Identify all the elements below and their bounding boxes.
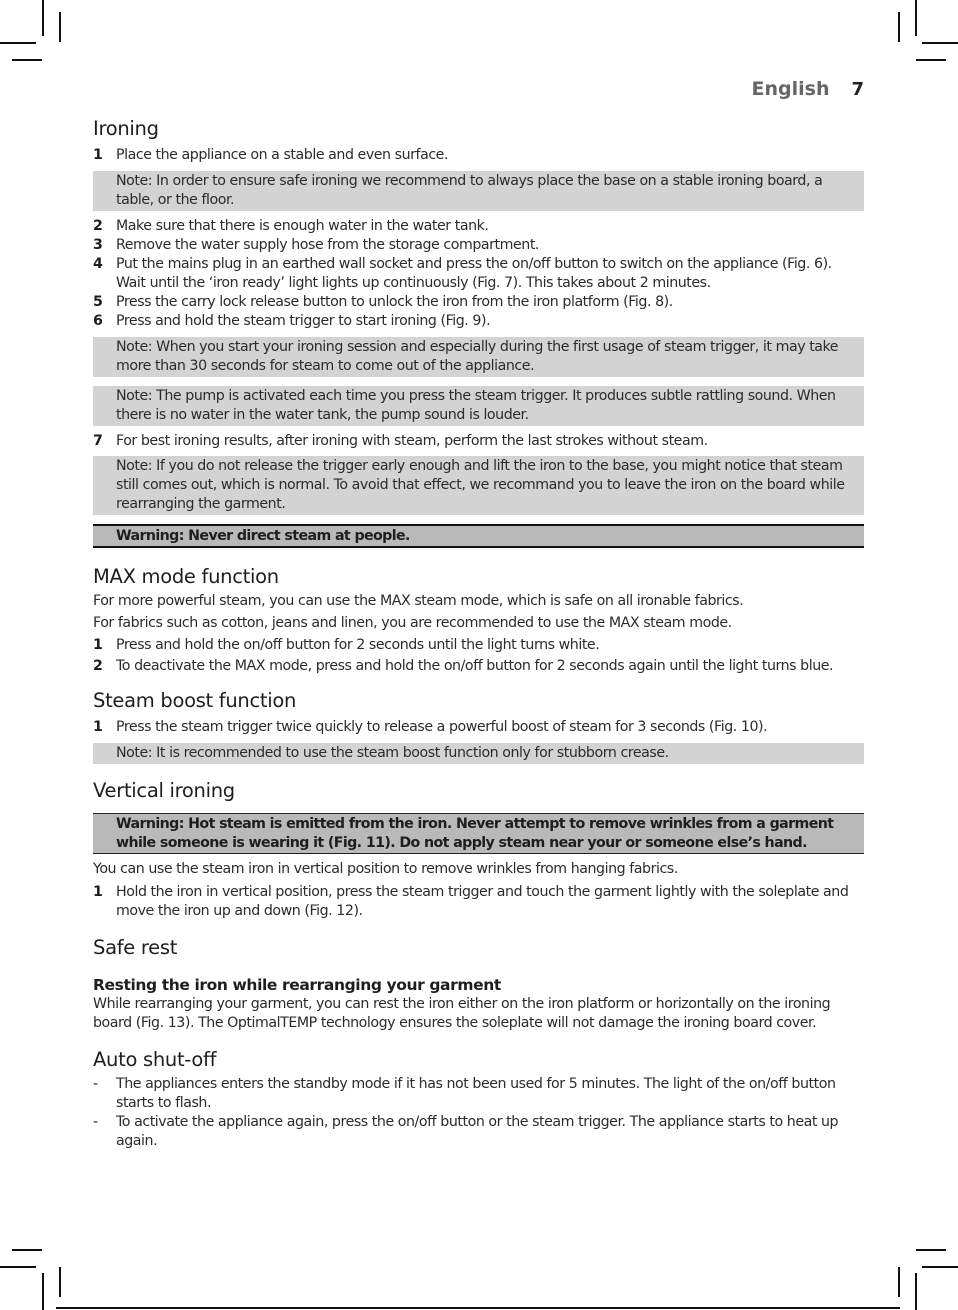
step: [93, 883, 864, 921]
crop-mark: [42, 1273, 44, 1310]
crop-mark: [12, 59, 42, 61]
step: [93, 236, 864, 255]
step-number: 7: [93, 433, 103, 449]
bullet-item: [93, 1113, 864, 1151]
section-title: Ironing: [93, 117, 159, 140]
bottom-rule: [56, 1307, 900, 1309]
step: [93, 657, 864, 676]
paragraph: For more powerful steam, you can use the MAX steam mode, which is safe on all ironable fabrics.: [93, 593, 744, 609]
step-number: 4: [93, 256, 103, 272]
bullet-mark: -: [93, 1076, 98, 1092]
subsection-title: Resting the iron while rearranging your garment: [93, 976, 501, 994]
language-label: English: [751, 78, 830, 100]
section-max-mode: [93, 564, 864, 676]
paragraph: While rearranging your garment, you can rest the iron either on the iron platform or horizontally on the ironing board (Fig. 13). The OptimalTEMP technology ensures the soleplate will not damage the ironing board cover.: [93, 996, 831, 1031]
crop-mark: [922, 42, 958, 44]
page-header: [752, 78, 865, 100]
step-text: Hold the iron in vertical position, press the steam trigger and touch the garment lightly with the soleplate and move the iron up and down (Fig. 12).: [116, 884, 849, 919]
step-text: Make sure that there is enough water in the water tank.: [116, 218, 489, 234]
crop-mark: [915, 0, 917, 36]
step-number: 5: [93, 294, 103, 310]
crop-mark: [0, 1266, 36, 1268]
crop-mark: [59, 1267, 61, 1297]
step-number: 1: [93, 637, 103, 653]
step-text: Press the carry lock release button to unlock the iron from the iron platform (Fig. 8).: [116, 294, 673, 310]
section-title: Steam boost function: [93, 689, 297, 712]
crop-mark: [59, 12, 61, 42]
step-number: 2: [93, 218, 103, 234]
section-auto-shutoff: [93, 1047, 864, 1151]
step-number: 1: [93, 719, 103, 735]
section-safe-rest: [93, 935, 864, 1033]
crop-mark: [898, 1267, 900, 1297]
step-text: Put the mains plug in an earthed wall socket and press the on/off button to switch on the appliance (Fig. 6). Wait until the ‘iron ready’ light lights up continuously (Fig. 7). This takes about 2 minutes.: [116, 256, 832, 291]
crop-mark: [916, 59, 946, 61]
page-number: 7: [851, 79, 864, 100]
step: [93, 718, 864, 737]
step-number: 1: [93, 147, 103, 163]
step-number: 2: [93, 658, 103, 674]
paragraph: You can use the steam iron in vertical position to remove wrinkles from hanging fabrics.: [93, 861, 678, 877]
crop-mark: [898, 12, 900, 42]
note-box: Note: In order to ensure safe ironing we recommend to always place the base on a stable ironing board, a table, or the floor.: [93, 171, 864, 211]
section-title: MAX mode function: [93, 565, 279, 588]
crop-mark: [915, 1273, 917, 1310]
section-title: Vertical ironing: [93, 779, 235, 802]
step-text: For best ironing results, after ironing with steam, perform the last strokes without steam.: [116, 433, 708, 449]
bullet-item: [93, 1075, 864, 1113]
page-content: [93, 116, 864, 1151]
step-text: Remove the water supply hose from the storage compartment.: [116, 237, 539, 253]
note-box: Note: The pump is activated each time you press the steam trigger. It produces subtle rattling sound. When there is no water in the water tank, the pump sound is louder.: [93, 386, 864, 426]
step: [93, 255, 864, 293]
step: [93, 146, 864, 165]
paragraph: For fabrics such as cotton, jeans and linen, you are recommended to use the MAX steam mode.: [93, 615, 732, 631]
section-title: Auto shut-off: [93, 1048, 217, 1071]
step-text: To deactivate the MAX mode, press and hold the on/off button for 2 seconds again until the light turns blue.: [116, 658, 834, 674]
warning-box: Warning: Hot steam is emitted from the iron. Never attempt to remove wrinkles from a garment while someone is wearing it (Fig. 11). Do not apply steam near your or someone else’s hand.: [93, 813, 864, 854]
crop-mark: [916, 1249, 946, 1251]
crop-mark: [12, 1249, 42, 1251]
warning-box: Warning: Never direct steam at people.: [93, 524, 864, 548]
note-box: Note: When you start your ironing session and especially during the first usage of steam trigger, it may take more than 30 seconds for steam to come out of the appliance.: [93, 337, 864, 377]
section-steam-boost: [93, 688, 864, 764]
crop-mark: [922, 1266, 958, 1268]
crop-mark: [42, 0, 44, 36]
section-vertical-ironing: [93, 778, 864, 921]
step-text: Place the appliance on a stable and even surface.: [116, 147, 449, 163]
bullet-mark: -: [93, 1114, 98, 1130]
step: [93, 217, 864, 236]
step: [93, 432, 864, 451]
crop-mark: [0, 42, 36, 44]
step-number: 1: [93, 884, 103, 900]
note-box: Note: It is recommended to use the steam boost function only for stubborn crease.: [93, 743, 864, 764]
bullet-text: The appliances enters the standby mode if it has not been used for 5 minutes. The light of the on/off button starts to flash.: [116, 1076, 836, 1111]
step: [93, 636, 864, 655]
step: [93, 293, 864, 312]
step: [93, 312, 864, 331]
section-ironing: [93, 116, 864, 548]
bullet-text: To activate the appliance again, press the on/off button or the steam trigger. The appliance starts to heat up again.: [116, 1114, 839, 1149]
section-title: Safe rest: [93, 936, 178, 959]
step-number: 3: [93, 237, 103, 253]
step-text: Press and hold the steam trigger to start ironing (Fig. 9).: [116, 313, 491, 329]
step-text: Press the steam trigger twice quickly to release a powerful boost of steam for 3 seconds (Fig. 10).: [116, 719, 768, 735]
step-text: Press and hold the on/off button for 2 seconds until the light turns white.: [116, 637, 600, 653]
step-number: 6: [93, 313, 103, 329]
note-box: Note: If you do not release the trigger early enough and lift the iron to the base, you might notice that steam still comes out, which is normal. To avoid that effect, we recommand you to leave the iron on the board while rearranging the garment.: [93, 456, 864, 515]
